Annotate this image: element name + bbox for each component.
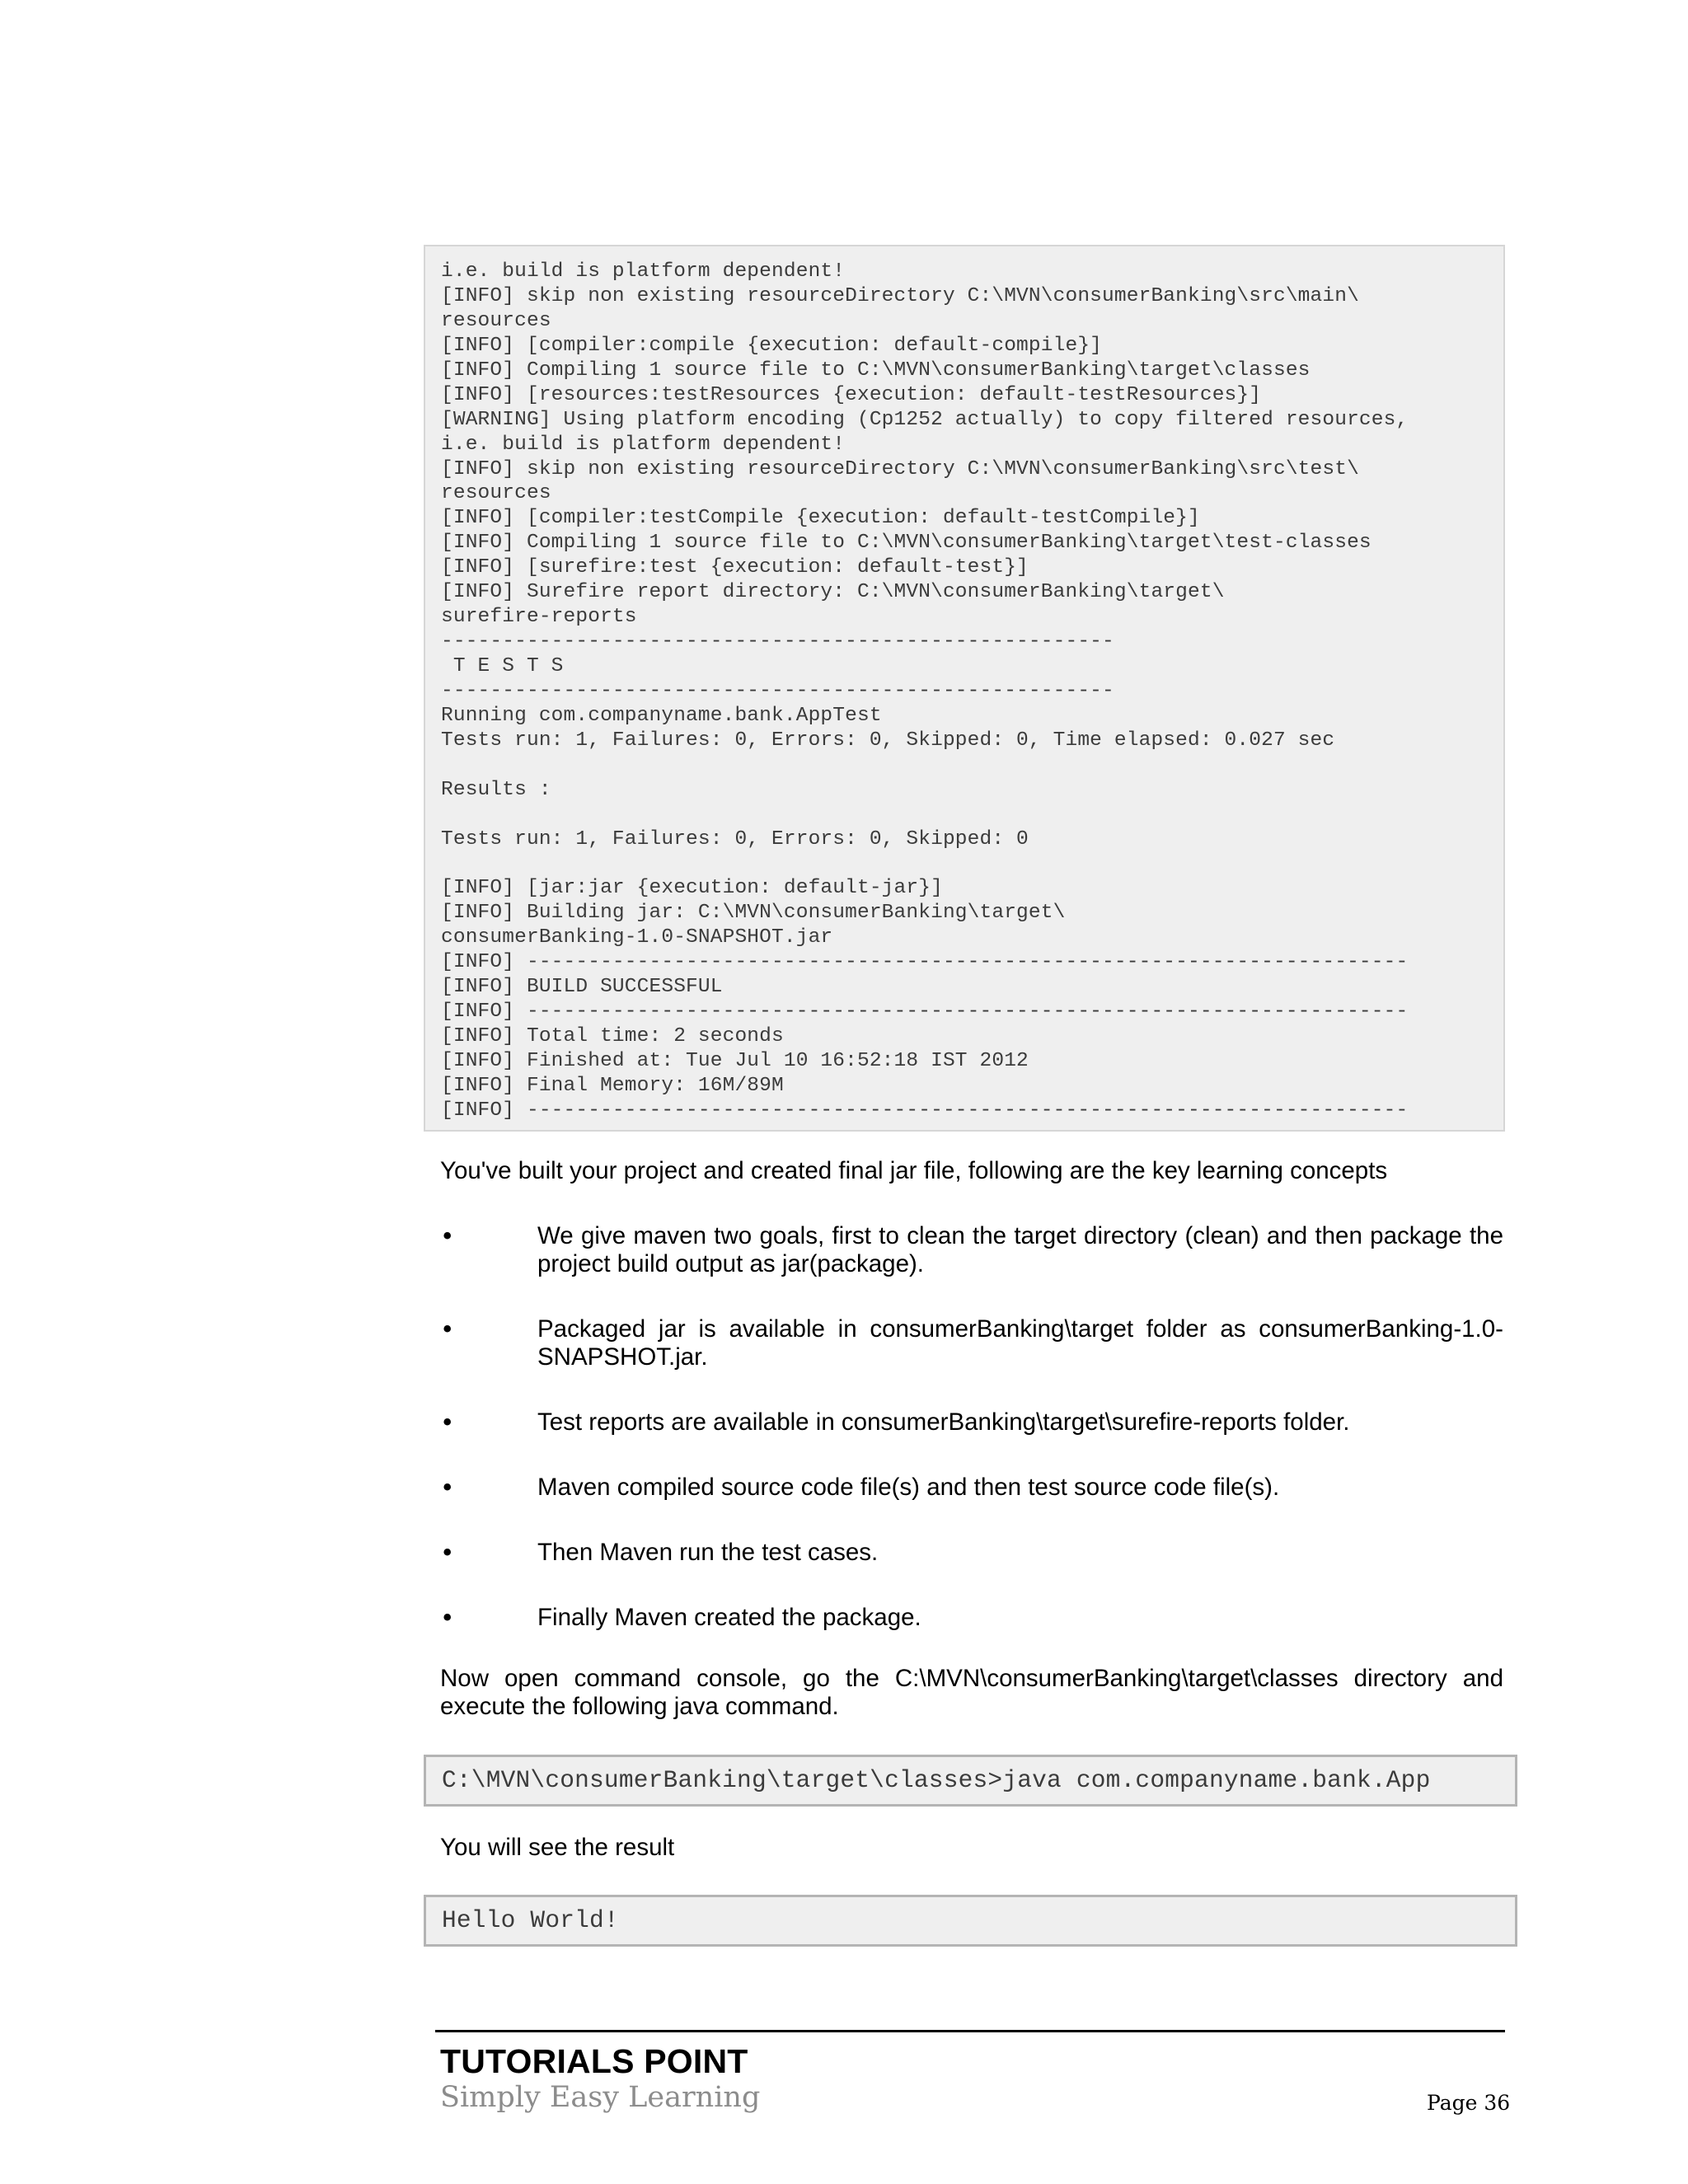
- console-line: [INFO] ------------------------------------------------------------------------: [441, 1001, 1409, 1024]
- console-line: [INFO] Total time: 2 seconds: [441, 1025, 784, 1048]
- console-line: [INFO] [resources:testResources {execution: default-testResources}]: [441, 383, 1262, 406]
- bullet-text: Finally Maven created the package.: [537, 1604, 921, 1631]
- console-line: [441, 852, 1489, 877]
- console-line: [INFO] skip non existing resourceDirectory C:\MVN\consumerBanking\src\main\: [441, 284, 1359, 307]
- console-line: [INFO] Surefire report directory: C:\MVN\consumerBanking\target\: [441, 581, 1225, 604]
- console-line: -------------------------------------------------------: [441, 679, 1114, 702]
- console-output-block: [424, 245, 1505, 1132]
- console-line: [441, 753, 1489, 778]
- bullet-text: Test reports are available in consumerBanking\target\surefire-reports folder.: [537, 1408, 1350, 1436]
- bullet-text: We give maven two goals, first to clean the target directory (clean) and then package the project build output as jar(package).: [537, 1222, 1503, 1277]
- console-line: [INFO] [compiler:compile {execution: default-compile}]: [441, 334, 1103, 357]
- bullet-text: Maven compiled source code file(s) and then test source code file(s).: [537, 1474, 1280, 1501]
- console-line: [INFO] Compiling 1 source file to C:\MVN\consumerBanking\target\test-classes: [441, 532, 1372, 555]
- console-line: [441, 803, 1489, 827]
- bullet-icon: •: [440, 1604, 455, 1632]
- bullet-icon: •: [440, 1408, 455, 1436]
- console-line: i.e. build is platform dependent!: [441, 433, 846, 456]
- console-line: [INFO] Compiling 1 source file to C:\MVN\consumerBanking\target\classes: [441, 359, 1311, 382]
- console-line: Results :: [441, 778, 551, 801]
- console-line: T E S T S: [441, 655, 564, 677]
- result-paragraph: You will see the result: [440, 1834, 675, 1861]
- console-line: [INFO] ------------------------------------------------------------------------: [441, 1099, 1409, 1122]
- bullet-text: Packaged jar is available in consumerBanking\target folder as consumerBanking-1.0-SNAPSHOT.jar.: [537, 1315, 1503, 1371]
- console-line: Running com.companyname.bank.AppTest: [441, 704, 882, 727]
- console-line: [INFO] [jar:jar {execution: default-jar}]: [441, 877, 943, 900]
- console-line: i.e. build is platform dependent!: [441, 260, 846, 283]
- console-line: resources: [441, 482, 551, 505]
- bullet-icon: •: [440, 1315, 455, 1343]
- footer-brand: TUTORIALS POINT: [440, 2042, 748, 2080]
- bullet-icon: •: [440, 1222, 455, 1250]
- console-line: [INFO] Final Memory: 16M/89M: [441, 1074, 784, 1097]
- footer-tagline: Simply Easy Learning: [440, 2081, 761, 2114]
- bullet-icon: •: [440, 1474, 455, 1502]
- console-line: [INFO] Finished at: Tue Jul 10 16:52:18 IST 2012: [441, 1050, 1029, 1072]
- command-block: C:\MVN\consumerBanking\target\classes>java com.companyname.bank.App: [424, 1755, 1517, 1807]
- console-lines: [441, 260, 1489, 1123]
- console-line: Tests run: 1, Failures: 0, Errors: 0, Skipped: 0, Time elapsed: 0.027 sec: [441, 729, 1335, 752]
- console-line: [INFO] BUILD SUCCESSFUL: [441, 976, 723, 999]
- bullet-icon: •: [440, 1539, 455, 1567]
- console-line: [WARNING] Using platform encoding (Cp1252 actually) to copy filtered resources,: [441, 408, 1409, 431]
- intro-paragraph: You've built your project and created final jar file, following are the key learning concepts: [440, 1157, 1388, 1184]
- console-line: [INFO] skip non existing resourceDirectory C:\MVN\consumerBanking\src\test\: [441, 457, 1359, 480]
- console-line: [INFO] ------------------------------------------------------------------------: [441, 951, 1409, 974]
- console-line: [INFO] Building jar: C:\MVN\consumerBanking\target\: [441, 902, 1066, 925]
- console-line: surefire-reports: [441, 606, 637, 629]
- instruction-paragraph: Now open command console, go the C:\MVN\consumerBanking\target\classes directory and execute the following java command.: [440, 1665, 1503, 1720]
- console-line: [INFO] [surefire:test {execution: default-test}]: [441, 556, 1029, 579]
- result-output-block: Hello World!: [424, 1895, 1517, 1947]
- console-line: Tests run: 1, Failures: 0, Errors: 0, Skipped: 0: [441, 827, 1029, 851]
- console-line: resources: [441, 309, 551, 332]
- console-line: -------------------------------------------------------: [441, 630, 1114, 654]
- footer-divider: [435, 2030, 1505, 2032]
- console-line: consumerBanking-1.0-SNAPSHOT.jar: [441, 926, 833, 949]
- page-number: Page 36: [1427, 2091, 1511, 2115]
- bullet-text: Then Maven run the test cases.: [537, 1539, 879, 1566]
- console-line: [INFO] [compiler:testCompile {execution: default-testCompile}]: [441, 507, 1200, 530]
